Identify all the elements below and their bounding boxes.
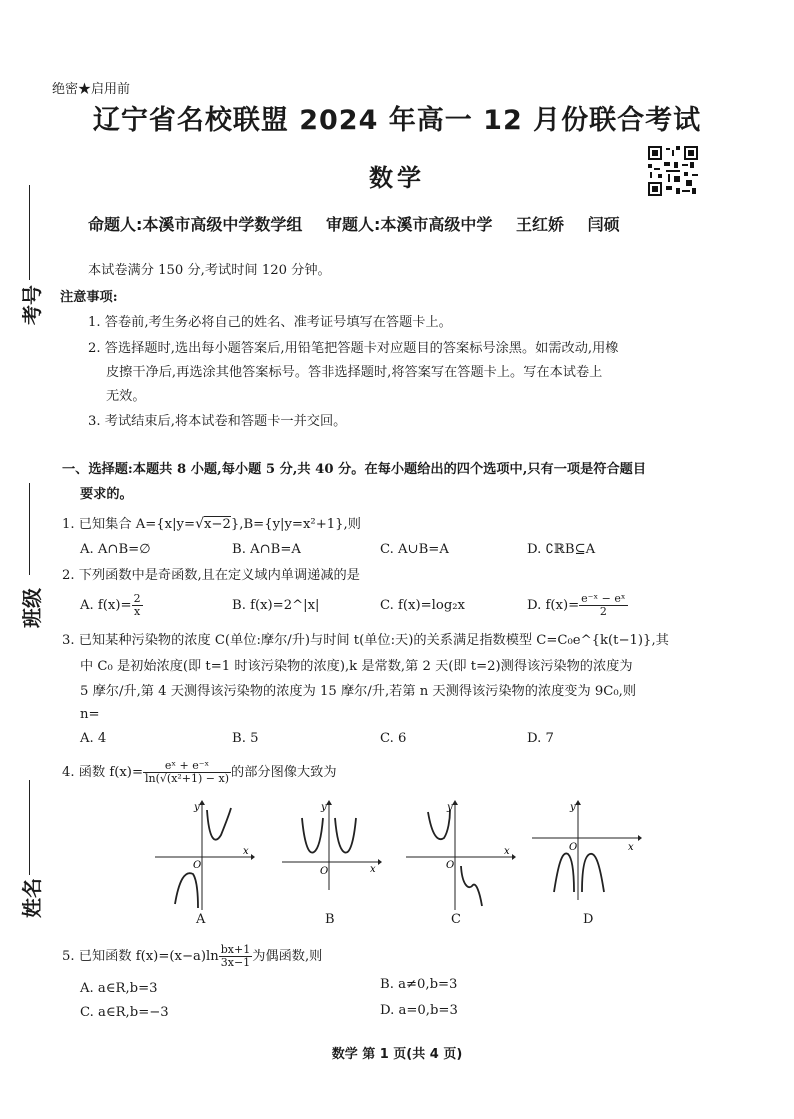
notice-heading: 注意事项:	[60, 290, 118, 305]
graph-b	[282, 800, 382, 910]
question-3-line-3: 5 摩尔/升,第 4 天测得该污染物的浓度为 15 摩尔/升,若第 n 天测得该污染物的浓度变为 9C₀,则	[80, 684, 637, 699]
question-1-stem: 1. 已知集合 A={x|y=√x−2},B={y|y=x²+1},则	[62, 516, 361, 532]
exam-title: 辽宁省名校联盟 2024 年高一 12 月份联合考试	[92, 105, 702, 136]
exam-no-label: 考号	[20, 285, 44, 325]
question-4-stem	[62, 760, 337, 785]
q5-denominator: 3x−1	[220, 956, 251, 969]
notice-item-2-cont: 皮擦干净后,再选涂其他答案标号。答非选择题时,将答案写在答题卡上。写在本试卷上	[106, 365, 603, 380]
confidential-mark: 绝密★启用前	[52, 82, 131, 97]
q1-option-a: A. A∩B=∅	[80, 542, 151, 557]
q2-a-denominator: x	[133, 605, 141, 618]
q2-a-numerator: 2	[133, 592, 141, 605]
q2-option-c: C. f(x)=log₂x	[380, 598, 465, 613]
graph-a-label: A	[196, 912, 206, 927]
question-3-line-4: n=	[80, 707, 100, 722]
q5-option-a: A. a∈R,b=3	[80, 981, 158, 996]
notice-item-2: 2. 答选择题时,选出每小题答案后,用铅笔把答题卡对应题目的答案标号涂黑。如需改动,用橡	[88, 341, 619, 356]
graph-b-label: B	[325, 912, 335, 927]
author-line	[88, 212, 638, 235]
question-3-line-2: 中 C₀ 是初始浓度(即 t=1 时该污染物的浓度),k 是常数,第 2 天(即 t=2)测得该污染物的浓度为	[80, 659, 633, 674]
name-label: 姓名	[20, 878, 44, 918]
q1-option-b: B. A∩B=A	[232, 542, 301, 557]
exam-no-line	[29, 185, 30, 280]
setter-text: 命题人:本溪市高级中学数学组	[88, 215, 303, 234]
q3-option-a: A. 4	[80, 731, 107, 746]
q5-stem-prefix: 5. 已知函数 f(x)=(x−a)ln	[62, 949, 219, 964]
graph-c-label: C	[451, 912, 461, 927]
reviewer-name-2: 闫硕	[587, 215, 620, 234]
q2-option-a	[80, 593, 143, 618]
q4-numerator: eˣ + e⁻ˣ	[143, 760, 231, 773]
q3-option-c: C. 6	[380, 731, 407, 746]
graph-a-y-label: y	[194, 802, 200, 813]
graph-b-x-label: x	[370, 864, 376, 875]
name-line	[29, 780, 30, 875]
graph-d-origin: O	[569, 842, 578, 853]
qr-code	[648, 146, 698, 196]
q2-a-prefix: A. f(x)=	[80, 598, 132, 613]
q3-option-b: B. 5	[232, 731, 259, 746]
q4-stem-prefix: 4. 函数 f(x)=	[62, 765, 143, 780]
q4-stem-suffix: 的部分图像大致为	[231, 765, 337, 780]
question-3-line-1: 3. 已知某种污染物的浓度 C(单位:摩尔/升)与时间 t(单位:天)的关系满足指数模型 C=C₀e^{k(t−1)},其	[62, 633, 669, 648]
notice-item-1: 1. 答卷前,考生务必将自己的姓名、准考证号填写在答题卡上。	[88, 315, 452, 330]
graph-d	[532, 800, 642, 910]
q2-d-numerator: e⁻ˣ − eˣ	[581, 592, 626, 605]
notice-item-3: 3. 考试结束后,将本试卷和答题卡一并交回。	[88, 414, 347, 429]
page-footer: 数学 第 1 页(共 4 页)	[331, 1047, 463, 1062]
q1-option-c: C. A∪B=A	[380, 542, 449, 557]
class-line	[29, 483, 30, 575]
graph-c	[406, 800, 516, 910]
question-5-stem	[62, 944, 322, 969]
q1-radicand: x−2	[203, 517, 231, 532]
q5-option-d: D. a=0,b=3	[380, 1003, 458, 1018]
q2-option-b: B. f(x)=2^|x|	[232, 598, 320, 613]
graph-d-y-label: y	[570, 802, 576, 813]
reviewer-text: 审题人:本溪市高级中学	[325, 215, 493, 234]
q1-option-d: D. ∁ℝB⊆A	[527, 542, 596, 557]
q5-option-c: C. a∈R,b=−3	[80, 1005, 169, 1020]
graph-d-label: D	[583, 912, 594, 927]
graph-a	[155, 800, 255, 910]
question-2-stem: 2. 下列函数中是奇函数,且在定义域内单调递减的是	[62, 568, 360, 583]
q3-option-d: D. 7	[527, 731, 554, 746]
graph-b-origin: O	[320, 866, 329, 877]
graph-d-x-label: x	[628, 842, 634, 853]
graph-a-x-label: x	[243, 846, 249, 857]
subject-title: 数学	[369, 164, 425, 192]
q1-stem-start: 1. 已知集合 A={x|y=	[62, 517, 196, 532]
q2-option-d	[527, 593, 628, 618]
q2-d-denominator: 2	[599, 605, 607, 618]
graph-c-x-label: x	[504, 846, 510, 857]
graph-b-y-label: y	[321, 802, 327, 813]
graph-c-origin: O	[446, 860, 455, 871]
notice-item-2-end: 无效。	[106, 389, 146, 404]
graph-a-origin: O	[193, 860, 202, 871]
q5-option-b: B. a≠0,b=3	[380, 977, 458, 992]
graph-c-y-label: y	[447, 802, 453, 813]
q5-numerator: bx+1	[220, 943, 251, 956]
section-heading: 一、选择题:本题共 8 小题,每小题 5 分,共 40 分。在每小题给出的四个选项中,只有一项是符合题目	[62, 462, 647, 477]
exam-info: 本试卷满分 150 分,考试时间 120 分钟。	[88, 263, 331, 278]
q4-denominator: ln(√(x²+1) − x)	[145, 772, 230, 785]
reviewer-name-1: 王红娇	[515, 215, 564, 234]
section-heading-cont: 要求的。	[80, 487, 133, 502]
class-label: 班级	[20, 588, 44, 628]
q1-stem-end: },B={y|y=x²+1},则	[230, 517, 361, 532]
q2-d-prefix: D. f(x)=	[527, 598, 580, 613]
q5-stem-suffix: 为偶函数,则	[252, 949, 323, 964]
